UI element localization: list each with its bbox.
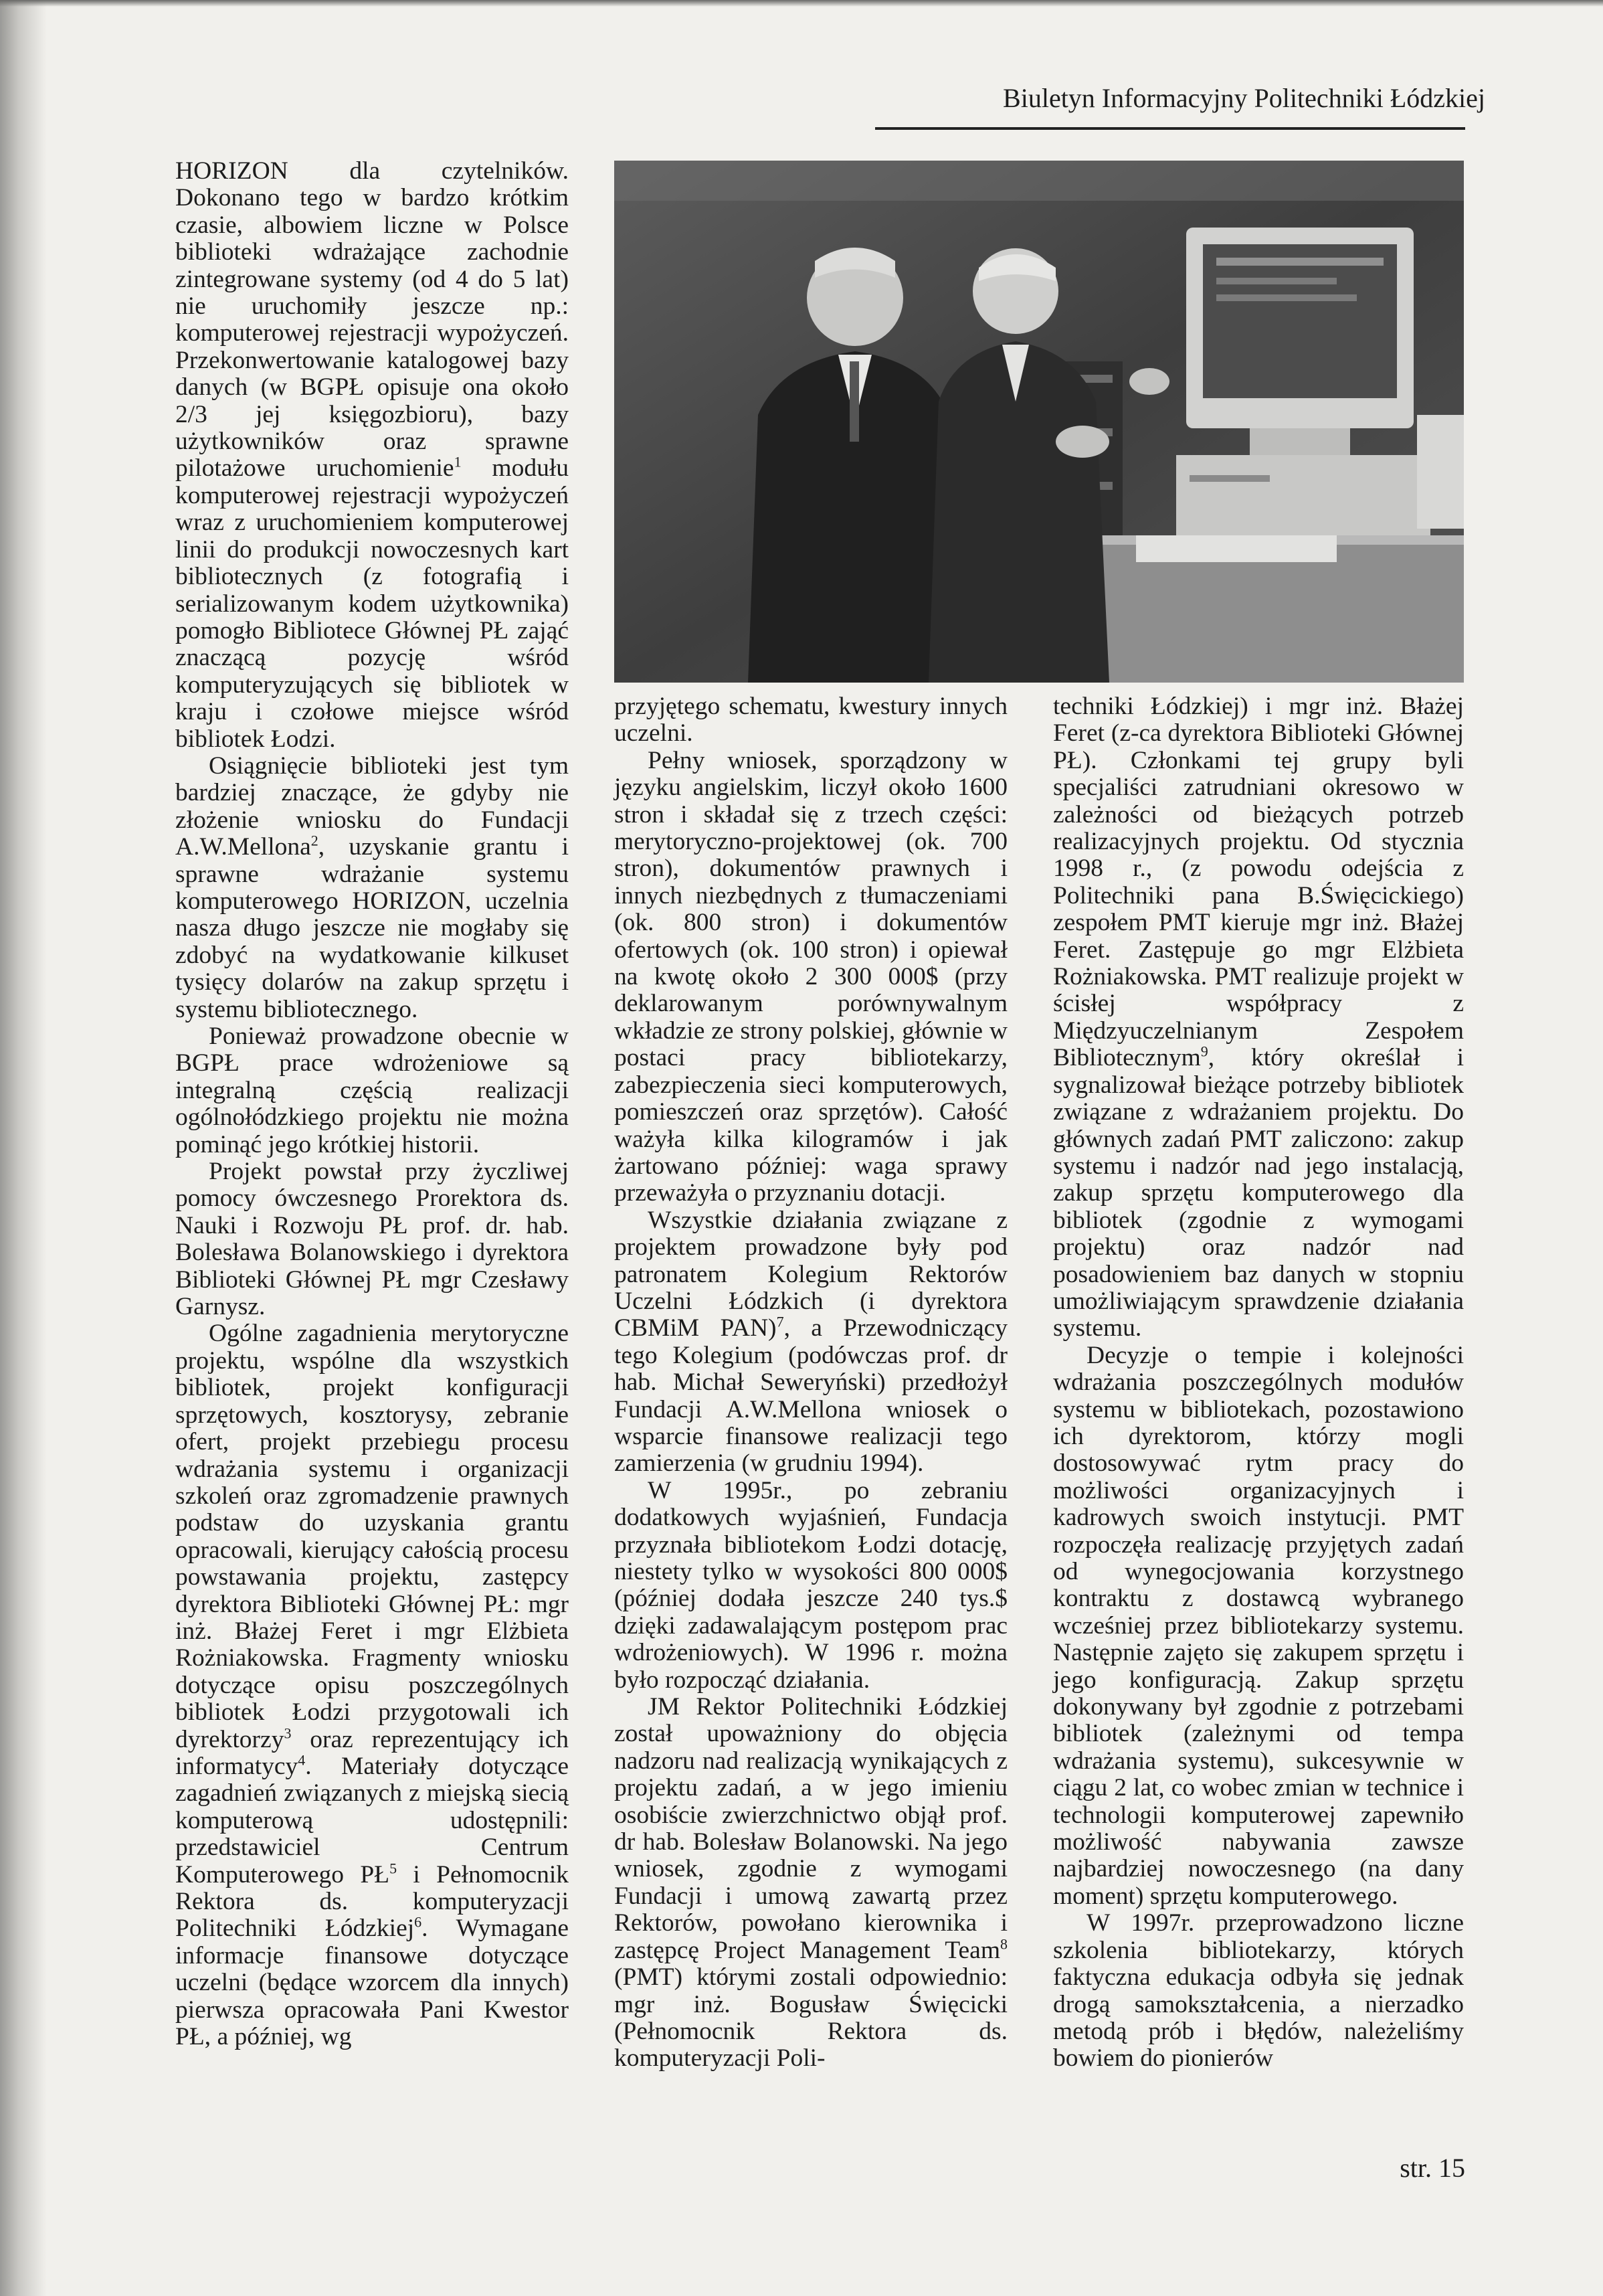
paragraph: JM Rektor Politechniki Łódzkiej został upoważniony do objęcia nadzoru nad realizacją wynikających z projektu zadań, a w jego imieniu osobiście zwierzchnictwo objął prof. dr hab. Bolesław Bolanowski. Na jego wniosek, zgodnie z wymogami Fundacji i umową zawartą przez Rektorów, powołano kierownika i zastępcę Project Management Team$^8$ (PMT) którymi zostali odpowiednio: mgr inż. Bogusław Święcicki (Pełnomocnik Rektora ds. komputeryzacji Poli- <box>614 1693 1008 2072</box>
scan-top-edge <box>0 0 1603 7</box>
footnote-ref: 4 <box>298 1751 306 1769</box>
footnote-ref: 3 <box>284 1725 292 1742</box>
paragraph: Decyzje o tempie i kolejności wdrażania poszczególnych modułów systemu w bibliotekach, pozostawiono ich dyrektorom, którzy mogli dostosowywać rytm pracy do możliwości organizacyjnych i kadrowych swoich instytucji. PMT rozpoczęła realizację przyjętych zadań od wynegocjowania korzystnego kontraktu z dostawcą wybranego wcześniej przez bibliotekarzy systemu. Następnie zajęto się zakupem sprzętu i jego konfiguracją. Zakup sprzętu dokonywany był zgodnie z potrzebami bibliotek (zależnymi od tempa wdrażania systemu), sukcesywnie w ciągu 2 lat, co wobec zmian w technice i technologii komputerowej zapewniło możliwość nabywania zawsze najbardziej nowoczesnego (na dany moment) sprzętu komputerowego. <box>1053 1341 1464 1910</box>
photo-illustration <box>614 161 1464 683</box>
footnote-ref: 5 <box>389 1860 397 1877</box>
paragraph: Projekt powstał przy życzliwej pomocy ówczesnego Prorektora ds. Nauki i Rozwoju PŁ prof. dr. hab. Bolesława Bolanowskiego i dyrektora Biblioteki Głównej PŁ mgr Czesławy Garnysz. <box>175 1158 569 1321</box>
text-column-2 <box>614 693 1008 2072</box>
paragraph: techniki Łódzkiej) i mgr inż. Błażej Feret (z-ca dyrektora Biblioteki Głównej PŁ). Członkami tej grupy byli specjaliści zatrudniani okresowo w zależności od bieżących potrzeb realizacyjnych projektu. Od stycznia 1998 r., (z powodu odejścia z Politechniki pana B.Święcickiego) zespołem PMT kieruje mgr inż. Błażej Feret. Zastępuje go mgr Elżbieta Rożniakowska. PMT realizuje projekt w ścisłej współpracy z Międzyuczelnianym Zespołem Bibliotecznym$^9$, który określał i sygnalizował bieżące potrzeby bibliotek związane z wdrażaniem projektu. Do głównych zadań PMT zaliczono: zakup systemu i nadzór nad jego instalacją, zakup sprzętu komputerowego dla bibliotek (zgodnie z wymogami projektu) oraz nadzór nad posadowieniem baz danych w stopniu umożliwiającym sprawdzenie działania systemu. <box>1053 693 1464 1342</box>
footnote-ref: 7 <box>776 1313 784 1330</box>
paragraph: Ponieważ prowadzone obecnie w BGPŁ prace wdrożeniowe są integralną częścią realizacji ogólnołódzkiego projektu nie można pominąć jego krótkiej historii. <box>175 1023 569 1158</box>
paragraph: Osiągnięcie biblioteki jest tym bardziej znaczące, że gdyby nie złożenie wniosku do Fundacji A.W.Mellona$^2$, uzyskanie grantu i sprawne wdrażanie systemu komputerowego HORIZON, uczelnia nasza długo jeszcze nie mogłaby się zdobyć na wydatkowanie kilkuset tysięcy dolarów na zakup sprzętu i systemu bibliotecznego. <box>175 752 569 1023</box>
footnote-ref: 1 <box>454 453 462 470</box>
paragraph: przyjętego schematu, kwestury innych uczelni. <box>614 693 1008 747</box>
text-column-1 <box>175 158 569 2050</box>
text-column-3 <box>1053 693 1464 2072</box>
page-number: str. 15 <box>1400 2153 1465 2183</box>
footnote-ref: 6 <box>414 1913 422 1931</box>
paragraph: W 1997r. przeprowadzono liczne szkolenia bibliotekarzy, których faktyczna edukacja odbyła się jednak drogą samokształcenia, a nierzadko metodą prób i błędów, należeliśmy bowiem do pionierów <box>1053 1909 1464 2072</box>
paragraph: Wszystkie działania związane z projektem prowadzone były pod patronatem Kolegium Rektorów Uczelni Łódzkich (i dyrektora CBMiM PAN)$^7$, a Przewodniczący tego Kolegium (podówczas prof. dr hab. Michał Seweryński) przedłożył Fundacji A.W.Mellona wniosek o wsparcie finansowe realizacji tego zamierzenia (w grudniu 1994). <box>614 1206 1008 1478</box>
footnote-ref: 8 <box>1000 1935 1008 1953</box>
page-edge-shadow <box>0 0 47 2296</box>
photo <box>614 161 1464 683</box>
paragraph: HORIZON dla czytelników. Dokonano tego w bardzo krótkim czasie, albowiem liczne w Polsce biblioteki wdrażające zachodnie zintegrowane systemy (od 4 do 5 lat) nie uruchomiły jeszcze np.: komputerowej rejestracji wypożyczeń. Przekonwertowanie katalogowej bazy danych (w BGPŁ opisuje ona około 2/3 jej księgozbioru), bazy użytkowników oraz sprawne pilotażowe uruchomienie$^1$ modułu komputerowej rejestracji wypożyczeń wraz z uruchomieniem komputerowej linii do produkcji nowoczesnych kart bibliotecznych (z fotografią i serializowanym kodem użytkownika) pomogło Bibliotece Głównej PŁ zająć znaczącą pozycję wśród komputeryzujących się bibliotek w kraju i czołowe miejsce wśród bibliotek Łodzi. <box>175 157 569 753</box>
running-header: Biuletyn Informacyjny Politechniki Łódzkiej <box>1003 83 1485 113</box>
paragraph: Ogólne zagadnienia merytoryczne projektu, wspólne dla wszystkich bibliotek, projekt konfiguracji sprzętowych, kosztorysy, zebranie ofert, projekt przebiegu procesu wdrażania systemu i organizacji szkoleń oraz zgromadzenie prawnych podstaw do uzyskania grantu opracowali, kierujący całością procesu powstawania projektu, zastępcy dyrektora Biblioteki Głównej PŁ: mgr inż. Błażej Feret i mgr Elżbieta Rożniakowska. Fragmenty wniosku dotyczące opisu poszczególnych bibliotek Łodzi przygotowali ich dyrektorzy$^3$ oraz reprezentujący ich informatycy$^4$. Materiały dotyczące zagadnień związanych z miejską siecią komputerową udostępnili: przedstawiciel Centrum Komputerowego $PŁ^5$ i Pełnomocnik Rektora ds. komputeryzacji Politechniki Łódzkiej$^6$. Wymagane informacje finansowe dotyczące uczelni (będące wzorcem dla innych) pierwsza opracowała Pani Kwestor PŁ, a później, wg <box>175 1320 569 2051</box>
header-rule <box>875 127 1465 130</box>
footnote-ref: 2 <box>310 832 318 849</box>
footnote-ref: 9 <box>1200 1043 1208 1060</box>
paragraph: W 1995r., po zebraniu dodatkowych wyjaśnień, Fundacja przyznała bibliotekom Łodzi dotację, niestety tylko w wysokości 800 000$ (później dodała jeszcze 240 tys.$ dzięki zadawalającym postępom prac wdrożeniowych). W 1996 r. można było rozpocząć działania. <box>614 1476 1008 1694</box>
paragraph: Pełny wniosek, sporządzony w języku angielskim, liczył około 1600 stron i składał się z trzech części: merytoryczno-projektowej (ok. 700 stron), dokumentów prawnych i innych niezbędnych z tłumaczeniami (ok. 800 stron) i dokumentów ofertowych (ok. 100 stron) i opiewał na kwotę około 2 300 000$ (przy deklarowanym porównywalnym wkładzie ze strony polskiej, głównie w postaci pracy bibliotekarzy, zabezpieczenia sieci komputerowych, pomieszczeń oraz sprzętów). Całość ważyła kilka kilogramów i jak żartowano później: waga sprawy przeważyła o przyznaniu dotacji. <box>614 746 1008 1207</box>
